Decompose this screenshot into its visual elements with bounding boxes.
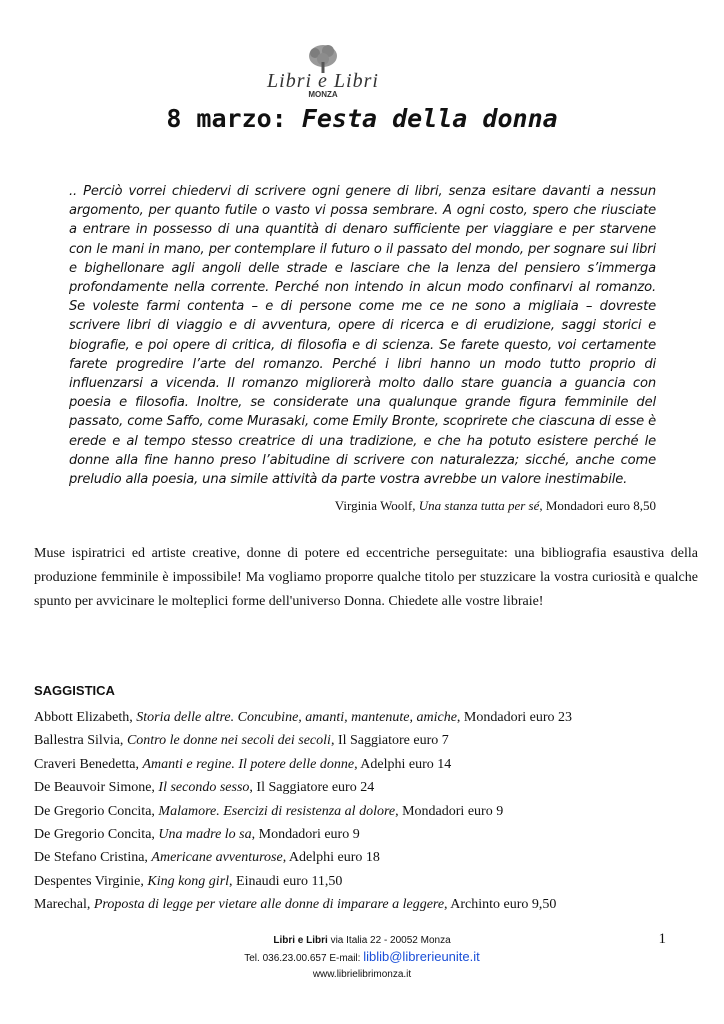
logo-subtitle: MONZA <box>308 90 338 99</box>
store-logo <box>250 44 396 102</box>
logo-name: Libri e Libri <box>267 70 379 92</box>
footer-address: via Italia 22 - 20052 Monza <box>327 935 451 946</box>
intro-paragraph: Muse ispiratrici ed artiste creative, donne di potere ed eccentriche perseguitate: una bibliografia esaustiva della produzione femminile è impossibile! Ma vogliamo proporre qualche titolo per stuzzicare la vostra curiosità e qualche spunto per avvicinare le molteplici forme dell'universo Donna. Chiedete alle vostre libraie! <box>34 546 698 609</box>
book-item: De Gregorio Concita, Malamore. Esercizi di resistenza al dolore, Mondadori euro 9 <box>34 803 504 819</box>
section-heading: SAGGISTICA <box>34 683 115 698</box>
cite-author: Virginia Woolf, <box>334 498 419 513</box>
title-emphasis: Festa della donna <box>301 104 558 133</box>
title-prefix: 8 marzo: <box>166 104 302 133</box>
book-item: Craveri Benedetta, Amanti e regine. Il potere delle donne, Adelphi euro 14 <box>34 756 452 772</box>
book-item: De Stefano Cristina, Americane avventurose, Adelphi euro 18 <box>34 850 380 866</box>
cite-rest: , Mondadori euro 8,50 <box>539 498 656 513</box>
woolf-quote: .. Perciò vorrei chiedervi di scrivere ogni genere di libri, senza esitare davanti a nessun argomento, per quanto futile o vasto vi possa sembrare. A ogni costo, spero che riusciate a entrare in possesso di una quantità di denaro sufficiente per viaggiare e per starvene con le mani in mano, per contemplare il futuro o il passato del mondo, per sognare sui libri e bighellonare agli angoli delle strade e lasciare che la lenza del pensiero s’immerga profondamente nella corrente. Perché non intendo in alcun modo confinarvi al romanzo. Se voleste farmi contenta – e di persone come me ce ne sono a migliaia – dovreste scrivere libri di viaggio e di avventura, opere di ricerca e di erudizione, saggi storici e biografie, e poi opere di critica, di filosofia e di scienza. Se farete questo, voi certamente farete progredire l’arte del romanzo. Perché i libri hanno un modo tutto proprio di influenzarsi a vicenda. Il romanzo migliorerà molto dallo stare guancia a guancia con poesia e filosofia. Inoltre, se considerate una qualunque grande figura femminile del passato, come Saffo, come Murasaki, come Emily Bronte, scoprirete che ciascuna di esse è erede e al tempo stesso creatrice di una tradizione, e che ha potuto esistere perché le donne alla fine hanno preso l’abitudine di scrivere con naturalezza; sicché, anche come preludio alla poesia, una simile attività da parte vostra avrebbe un valore inestimabile. <box>69 184 656 488</box>
footer-website[interactable]: www.librielibrimonza.it <box>312 969 412 980</box>
page-number: 1 <box>658 931 666 947</box>
page-footer <box>0 933 724 983</box>
book-item: De Gregorio Concita, Una madre lo sa, Mondadori euro 9 <box>34 826 360 842</box>
footer-email-link[interactable]: liblib@librerieunite.it <box>363 949 480 964</box>
footer-address-line <box>0 933 724 949</box>
quote-citation <box>335 498 656 514</box>
book-item: Ballestra Silvia, Contro le donne nei secoli dei secoli, Il Saggiatore euro 7 <box>34 733 449 749</box>
footer-contact-line <box>0 949 724 967</box>
book-item: Abbott Elizabeth, Storia delle altre. Concubine, amanti, mantenute, amiche, Mondadori euro 23 <box>34 710 573 725</box>
page-title <box>0 104 724 133</box>
footer-phone: Tel. 036.23.00.657 E-mail: <box>244 953 364 964</box>
footer-store-name: Libri e Libri <box>273 935 328 946</box>
book-item: Marechal, Proposta di legge per vietare alle donne di imparare a leggere, Archinto euro 9,50 <box>34 897 557 913</box>
cite-title: Una stanza tutta per sé <box>418 498 540 513</box>
book-item: Despentes Virginie, King kong girl, Einaudi euro 11,50 <box>34 873 343 889</box>
book-item: De Beauvoir Simone, Il secondo sesso, Il Saggiatore euro 24 <box>34 780 375 796</box>
book-list <box>34 706 572 917</box>
